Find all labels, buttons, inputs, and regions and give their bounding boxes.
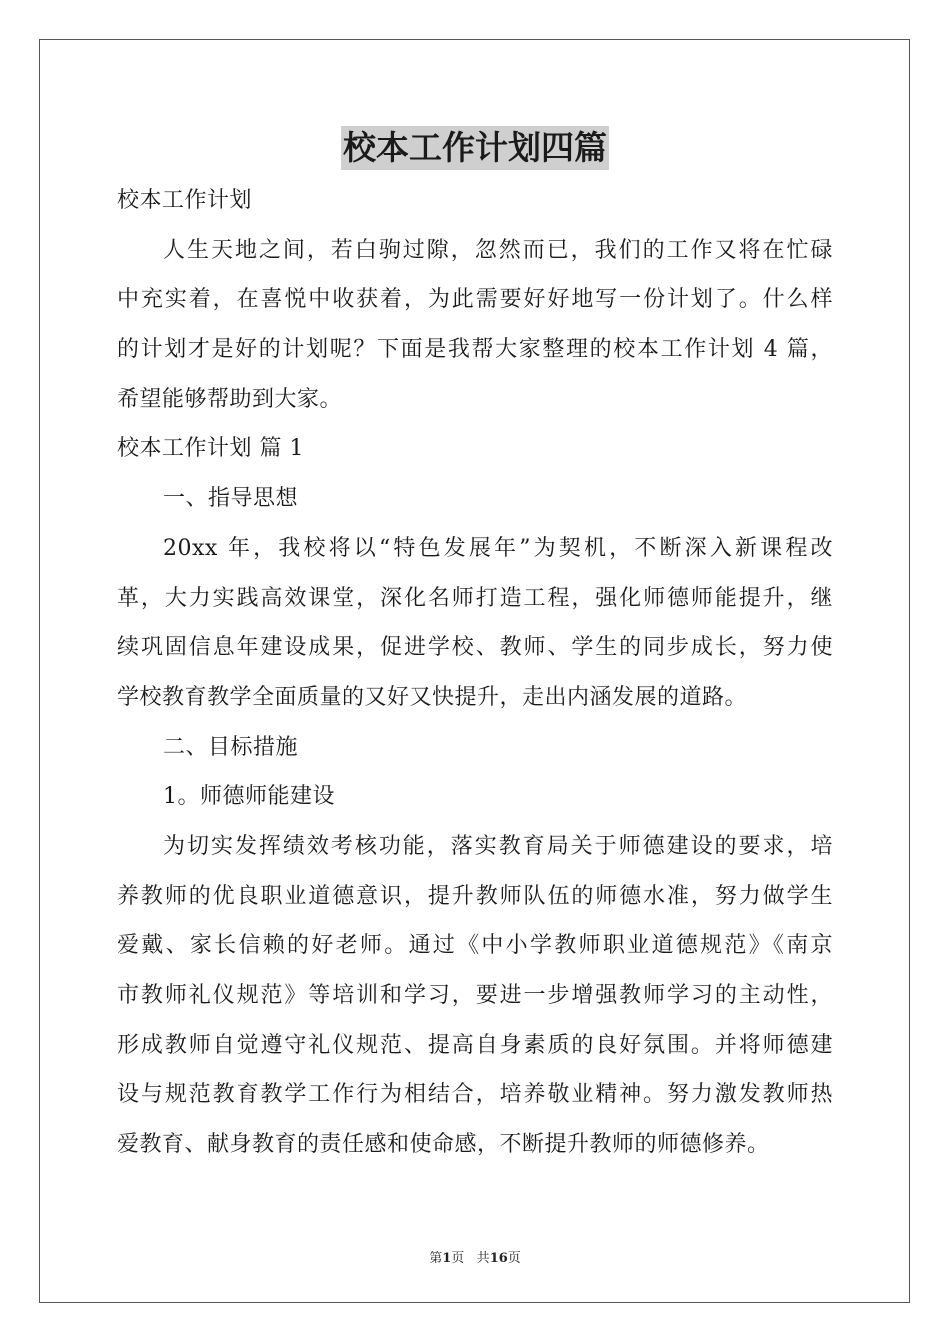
text-line: 养教师的优良职业道德意识，提升教师队伍的师德水准，努力做学生 [117,883,833,909]
page-footer [0,1247,950,1266]
text-line: 市教师礼仪规范》等培训和学习，要进一步增强教师学习的主动性， [117,983,833,1008]
text-line: 二、目标措施 [163,734,299,760]
text-line: 中充实着，在喜悦中收获着，为此需要好好地写一份计划了。什么样 [117,287,833,313]
text-line: 20xx 年，我校将以“特色发展年”为契机，不断深入新课程改 [163,535,833,561]
text-line: 校本工作计划 [117,188,253,213]
text-line: 1。师德师能建设 [163,784,335,810]
text-line: 续巩固信息年建设成果，促进学校、教师、学生的同步成长，努力使 [117,635,833,661]
document-title: 校本工作计划四篇 [341,126,609,170]
text-line: 设与规范教育教学工作行为相结合，培养敬业精神。努力激发教师热 [117,1082,833,1108]
footer-total-number: 16 [489,1251,508,1266]
title-wrap [0,126,950,170]
text-line: 学校教育教学全面质量的又好又快提升，走出内涵发展的道路。 [117,684,748,710]
text-line: 爱教育、献身教育的责任感和使命感，不断提升教师的师德修养。 [117,1132,770,1158]
text-line: 一、指导思想 [163,486,299,512]
text-line: 革，大力实践高效课堂，深化名师打造工程，强化师德师能提升，继 [117,585,833,611]
text-line: 的计划才是好的计划呢？下面是我帮大家整理的校本工作计划 4 篇， [117,337,833,363]
text-line: 爱戴、家长信赖的好老师。通过《中小学教师职业道德规范》《南京 [117,933,833,959]
text-line: 人生天地之间，若白驹过隙，忽然而已，我们的工作又将在忙碌 [163,237,833,263]
footer-page-prefix: 第 [429,1251,443,1266]
text-line: 校本工作计划 篇 1 [117,436,304,462]
footer-total-suffix: 页 [507,1251,521,1266]
document-body [117,176,833,1170]
footer-page-suffix: 页 [451,1251,465,1266]
text-line: 形成教师自觉遵守礼仪规范、提高自身素质的良好氛围。并将师德建 [117,1032,833,1058]
text-line: 希望能够帮助到大家。 [117,386,343,412]
text-line: 为切实发挥绩效考核功能，落实教育局关于师德建设的要求，培 [163,833,833,859]
footer-page-number: 1 [442,1251,452,1266]
footer-total-prefix: 共 [476,1251,490,1266]
